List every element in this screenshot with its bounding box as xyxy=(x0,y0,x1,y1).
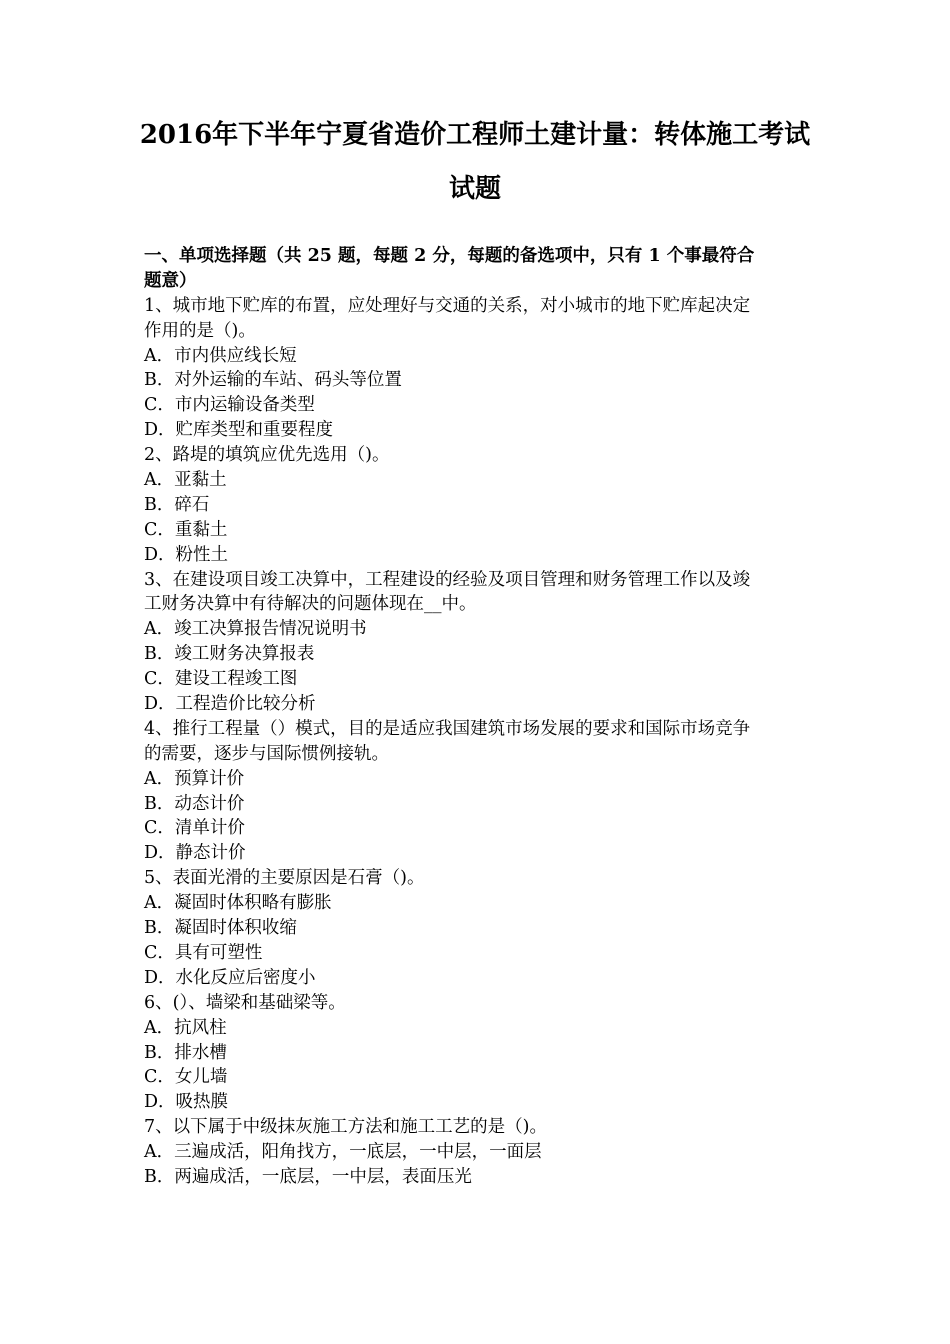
question-1-option: B．对外运输的车站、码头等位置 xyxy=(144,370,402,391)
question-4-option: C．清单计价 xyxy=(144,818,245,839)
question-1-stem-line: 1、城市地下贮库的布置，应处理好与交通的关系，对小城市的地下贮库起决定 xyxy=(144,295,751,316)
question-4-stem-line: 4、推行工程量（）模式，目的是适应我国建筑市场发展的要求和国际市场竞争 xyxy=(144,718,751,739)
question-6-option: B．排水槽 xyxy=(144,1042,227,1063)
question-1-option: D．贮库类型和重要程度 xyxy=(144,420,334,441)
question-4-option: A．预算计价 xyxy=(144,768,245,789)
question-7-option: A．三遍成活，阳角找方，一底层，一中层，一面层 xyxy=(144,1142,542,1163)
question-6-stem-line: 6、(）、墙梁和基础梁等。 xyxy=(144,992,346,1013)
question-3-option: C．建设工程竣工图 xyxy=(144,669,298,690)
question-5-option: D．水化反应后密度小 xyxy=(144,967,316,988)
question-6-option: A．抗风柱 xyxy=(144,1017,227,1038)
question-5-stem-line: 5、表面光滑的主要原因是石膏（)。 xyxy=(144,868,425,889)
question-3-option: A．竣工决算报告情况说明书 xyxy=(144,619,367,640)
question-6-option: C．女儿墙 xyxy=(144,1067,228,1088)
document-title-line-2: 试题 xyxy=(448,174,501,204)
question-4-option: D．静态计价 xyxy=(144,843,246,864)
question-5-option: C．具有可塑性 xyxy=(144,942,263,963)
question-1-stem-line: 作用的是（)。 xyxy=(144,320,256,341)
question-4-stem-line: 的需要，逐步与国际惯例接轨。 xyxy=(144,743,389,764)
document-title-line-1: 2016年下半年宁夏省造价工程师土建计量：转体施工考试 xyxy=(139,120,811,150)
question-7-option: B．两遍成活，一底层，一中层，表面压光 xyxy=(144,1166,472,1187)
question-2-option: D．粉性土 xyxy=(144,544,229,565)
question-3-option: B．竣工财务决算报表 xyxy=(144,644,315,665)
question-2-stem-line: 2、路堤的填筑应优先选用（)。 xyxy=(144,445,390,466)
question-1-option: A．市内供应线长短 xyxy=(144,345,297,366)
document-body xyxy=(144,244,816,1190)
section-heading-line-1: 一、单项选择题（共 25 题，每题 2 分，每题的备选项中，只有 1 个事最符合 xyxy=(144,246,755,266)
question-5-option: B．凝固时体积收缩 xyxy=(144,918,297,939)
question-7-stem-line: 7、以下属于中级抹灰施工方法和施工工艺的是（)。 xyxy=(144,1117,547,1138)
section-heading-line-2: 题意） xyxy=(144,270,197,291)
question-1-option: C．市内运输设备类型 xyxy=(144,395,315,416)
question-2-option: A．亚黏土 xyxy=(144,470,227,491)
question-3-stem-line: 3、在建设项目竣工决算中，工程建设的经验及项目管理和财务管理工作以及竣 xyxy=(144,569,751,590)
question-4-option: B．动态计价 xyxy=(144,793,245,814)
question-6-option: D．吸热膜 xyxy=(144,1092,229,1113)
question-3-stem-line: 工财务决算中有待解决的问题体现在__中。 xyxy=(144,594,477,615)
question-5-option: A．凝固时体积略有膨胀 xyxy=(144,893,332,914)
question-2-option: B．碎石 xyxy=(144,494,210,515)
question-2-option: C．重黏土 xyxy=(144,519,228,540)
question-3-option: D．工程造价比较分析 xyxy=(144,694,316,715)
